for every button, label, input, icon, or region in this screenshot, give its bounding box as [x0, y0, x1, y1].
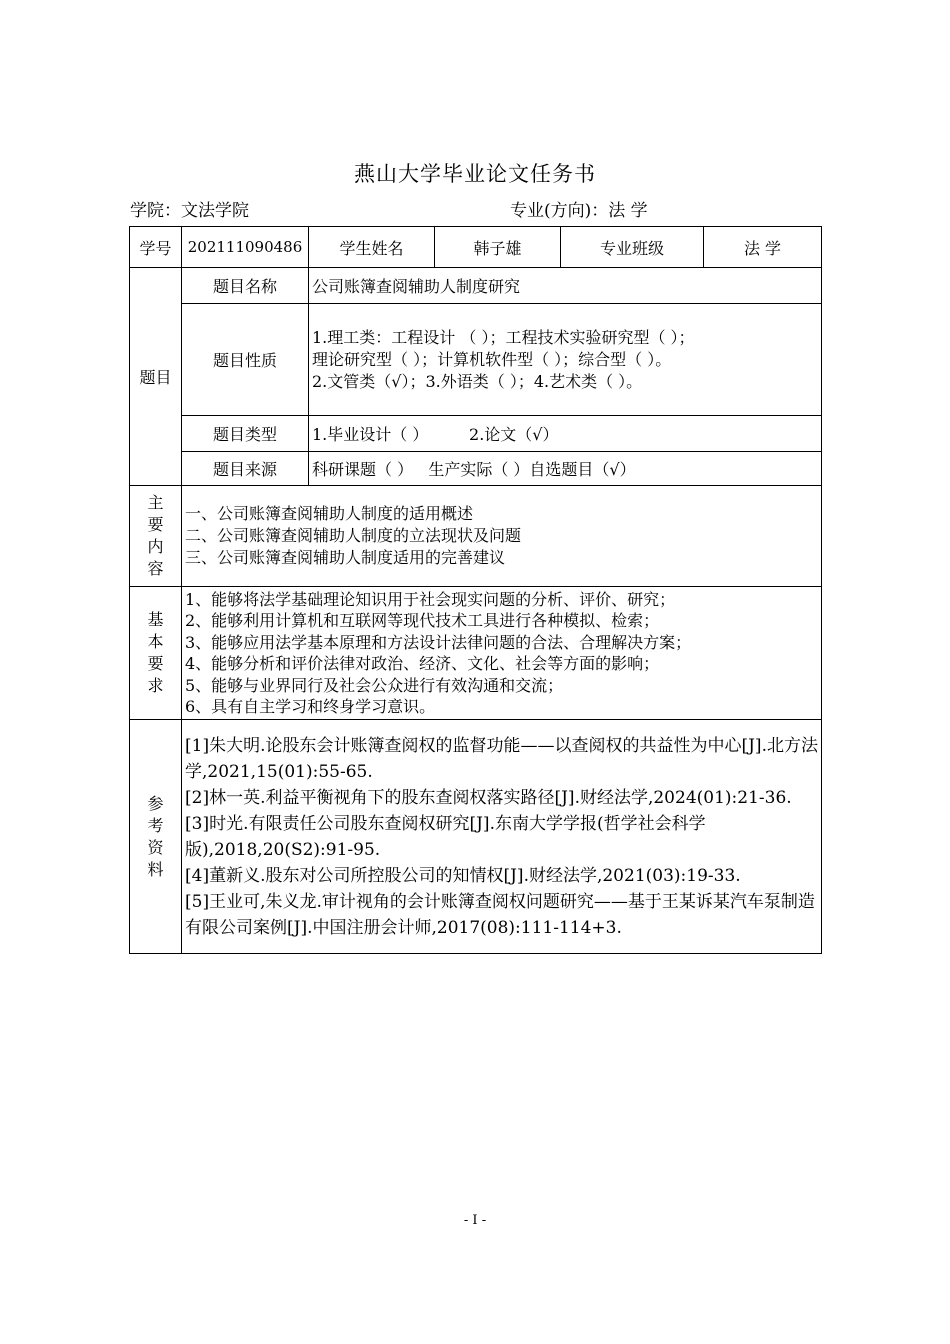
topic-nature-line: 1.理工类：工程设计 （ ）；工程技术实验研究型（ ）；: [312, 327, 695, 347]
student-name-label: 学生姓名: [309, 227, 435, 268]
main-content-item: 三、公司账簿查阅辅助人制度适用的完善建议: [185, 548, 506, 567]
topic-group-label: 题目: [130, 268, 182, 486]
topic-name-row: [130, 268, 822, 304]
reference-item: [3]时光.有限责任公司股东查阅权研究[J].东南大学学报(哲学社会科学版),2018,20(S2):91-95.: [185, 813, 706, 860]
topic-source-row: [130, 452, 822, 486]
requirements-label: [130, 587, 182, 720]
requirement-item: 5、能够与业界同行及社会公众进行有效沟通和交流；: [185, 675, 564, 695]
reference-item: [2]林一英.利益平衡视角下的股东查阅权落实路径[J].财经法学,2024(01):21-36.: [185, 787, 792, 808]
main-content-label-text: 主要内容: [147, 493, 164, 578]
topic-type-label: 题目类型: [182, 416, 309, 452]
task-table: [129, 226, 822, 954]
topic-type-value: 1.毕业设计（ ） 2.论文（√）: [309, 416, 822, 452]
main-content-label: [130, 486, 182, 587]
topic-nature-line: 理论研究型（ ）；计算机软件型（ ）；综合型（ ）。: [312, 349, 672, 369]
reference-item: [5]王业可,朱义龙.审计视角的会计账簿查阅权问题研究——基于王某诉某汽车泵制造有限公司案例[J].中国注册会计师,2017(08):111-114+3.: [185, 891, 815, 938]
reference-item: [4]董新义.股东对公司所控股公司的知情权[J].财经法学,2021(03):19-33.: [185, 865, 741, 886]
requirements-value: [182, 587, 822, 720]
major-label: 专业(方向)：法 学: [510, 201, 648, 221]
references-value: [182, 720, 822, 954]
topic-source-value: 科研课题（ ） 生产实际（ ）自选题目（√）: [309, 452, 822, 486]
requirements-label-text: 基本要求: [147, 610, 164, 695]
topic-nature-value: [309, 304, 822, 416]
student-id-value: 202111090486: [182, 227, 309, 268]
student-id-label: 学号: [130, 227, 182, 268]
topic-name-value: 公司账簿查阅辅助人制度研究: [309, 268, 822, 304]
topic-nature-line: 2.文管类（√）；3.外语类（ ）；4.艺术类（ ）。: [312, 371, 643, 391]
requirement-item: 6、具有自主学习和终身学习意识。: [185, 697, 436, 716]
references-row: [130, 720, 822, 954]
topic-nature-label: 题目性质: [182, 304, 309, 416]
requirements-row: [130, 587, 822, 720]
page-number: - I -: [463, 1213, 487, 1228]
topic-name-label: 题目名称: [182, 268, 309, 304]
main-content-row: [130, 486, 822, 587]
class-label: 专业班级: [561, 227, 704, 268]
topic-source-label: 题目来源: [182, 452, 309, 486]
document-title: 燕山大学毕业论文任务书: [354, 162, 596, 186]
requirement-item: 4、能够分析和评价法律对政治、经济、文化、社会等方面的影响；: [185, 654, 660, 673]
requirement-item: 2、能够利用计算机和互联网等现代技术工具进行各种模拟、检索；: [185, 611, 660, 630]
requirement-item: 3、能够应用法学基本原理和方法设计法律问题的合法、合理解决方案；: [185, 632, 692, 652]
student-name-value: 韩子雄: [435, 227, 561, 268]
topic-nature-row: [130, 304, 822, 416]
requirement-item: 1、能够将法学基础理论知识用于社会现实问题的分析、评价、研究；: [185, 589, 676, 609]
references-label-text: 参考资料: [147, 793, 164, 879]
main-content-value: [182, 486, 822, 587]
topic-type-row: [130, 416, 822, 452]
student-row: [130, 227, 822, 268]
main-content-item: 一、公司账簿查阅辅助人制度的适用概述: [185, 504, 474, 523]
class-value: 法 学: [704, 227, 822, 268]
references-label: [130, 720, 182, 954]
reference-item: [1]朱大明.论股东会计账簿查阅权的监督功能——以查阅权的共益性为中心[J].北方法学,2021,15(01):55-65.: [185, 735, 818, 782]
college-label: 学院：文法学院: [130, 201, 249, 221]
main-content-item: 二、公司账簿查阅辅助人制度的立法现状及问题: [185, 526, 522, 545]
